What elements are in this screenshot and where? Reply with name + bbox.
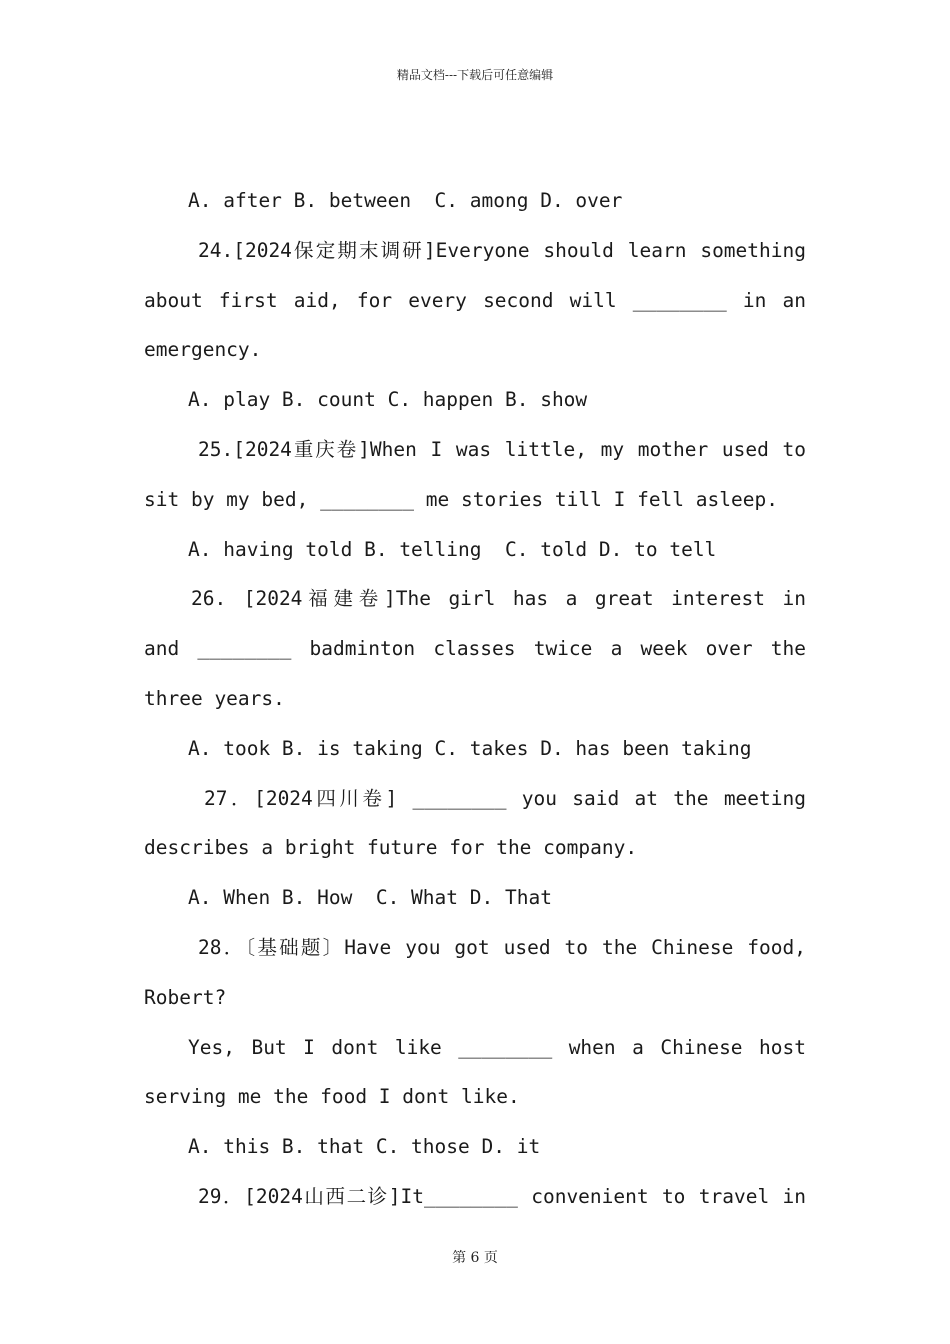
- options-line: A. took B. is taking C. takes D. has been taking: [188, 736, 752, 760]
- question-line: describes a bright future for the company.: [144, 836, 638, 860]
- answer-line: Yes, But I dont like ________ when a Chinese host: [188, 1035, 806, 1059]
- question-line: 25.[2024重庆卷]When I was little, my mother used to: [198, 437, 806, 461]
- question-line: 24.[2024保定期末调研]Everyone should learn something: [198, 238, 806, 262]
- page-footer: 第 6 页: [452, 1250, 498, 1266]
- question-line: 28．〔基础题〕Have you got used to the Chinese food,: [198, 935, 806, 959]
- question-line: 26. [2024福建卷]The girl has a great interest in: [191, 587, 806, 611]
- question-line: sit by my bed, ________ me stories till I fell asleep.: [144, 487, 778, 511]
- options-line: A. after B. between C. among D. over: [188, 189, 623, 212]
- options-line: A. this B. that C. those D. it: [188, 1135, 541, 1159]
- question-line: three years.: [144, 686, 285, 710]
- page-header: 精品文档---下载后可任意编辑: [396, 68, 554, 82]
- options-line: A. play B. count C. happen B. show: [188, 388, 588, 412]
- answer-line: serving me the food I dont like.: [144, 1085, 520, 1109]
- question-line: about first aid, for every second will ________ in an: [144, 288, 806, 312]
- question-line: and ________ badminton classes twice a week over the: [144, 637, 806, 661]
- question-line: Robert?: [144, 985, 227, 1009]
- question-line: emergency.: [144, 338, 262, 362]
- question-line: 29．[2024山西二诊]It________ convenient to travel in: [198, 1184, 806, 1208]
- document-body: [144, 176, 806, 1222]
- options-line: A. having told B. telling C. told D. to tell: [188, 537, 717, 561]
- question-line: 27．[2024四川卷] ________ you said at the meeting: [204, 786, 806, 810]
- options-line: A. When B. How C. What D. That: [188, 886, 552, 910]
